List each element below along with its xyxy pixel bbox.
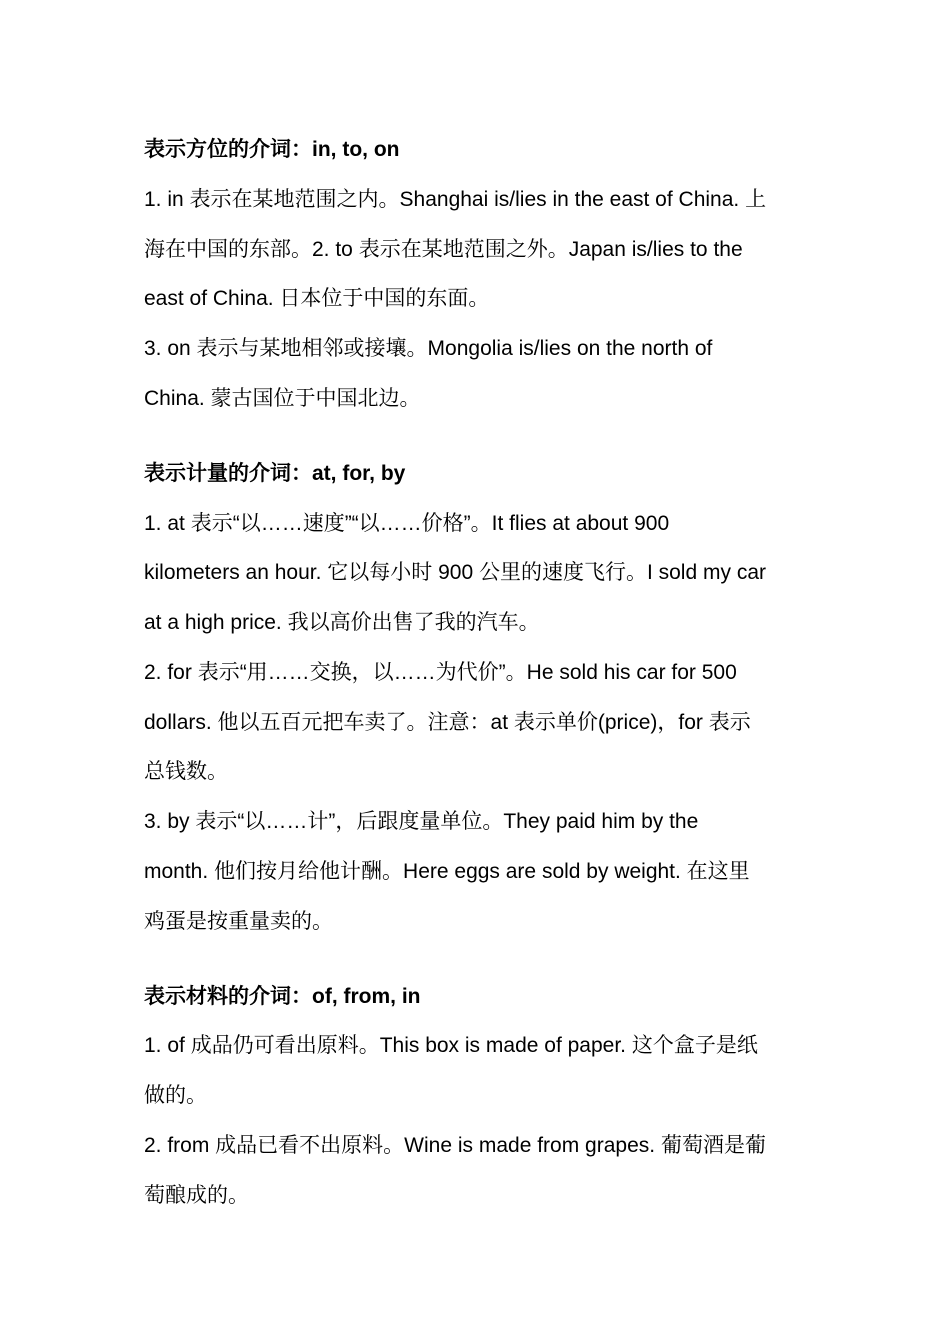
paragraph-line: 1. of 成品仍可看出原料。This box is made of paper. 这个盒子是纸 <box>144 1034 758 1057</box>
paragraph-line: kilometers an hour. 它以每小时 900 公里的速度飞行。I sold my car <box>144 561 766 584</box>
section-heading-location: 表示方位的介词：in, to, on <box>144 138 400 161</box>
section-heading-measure: 表示计量的介词：at, for, by <box>144 462 406 485</box>
paragraph-line: 海在中国的东部。2. to 表示在某地范围之外。Japan is/lies to the <box>144 238 743 261</box>
paragraph-line: 1. at 表示“以……速度”“以……价格”。It flies at about 900 <box>144 512 670 535</box>
paragraph-line: 3. on 表示与某地相邻或接壤。Mongolia is/lies on the north of <box>144 337 713 360</box>
paragraph-line: east of China. 日本位于中国的东面。 <box>144 287 490 310</box>
paragraph-line: 1. in 表示在某地范围之内。Shanghai is/lies in the east of China. 上 <box>144 188 767 211</box>
paragraph-line: 2. for 表示“用……交换，以……为代价”。He sold his car for 500 <box>144 661 737 684</box>
paragraph-line: China. 蒙古国位于中国北边。 <box>144 387 421 410</box>
paragraph-line: 3. by 表示“以……计”，后跟度量单位。They paid him by the <box>144 810 699 833</box>
section-heading-material: 表示材料的介词：of, from, in <box>144 985 421 1008</box>
paragraph-line: 总钱数。 <box>144 760 228 783</box>
paragraph-line: at a high price. 我以高价出售了我的汽车。 <box>144 611 540 634</box>
paragraph-line: dollars. 他以五百元把车卖了。注意：at 表示单价(price)，for 表示 <box>144 711 751 734</box>
paragraph-line: 萄酿成的。 <box>144 1184 249 1207</box>
paragraph-line: 鸡蛋是按重量卖的。 <box>144 910 333 933</box>
paragraph-line: 做的。 <box>144 1084 207 1107</box>
paragraph-line: 2. from 成品已看不出原料。Wine is made from grapes. 葡萄酒是葡 <box>144 1134 766 1157</box>
paragraph-line: month. 他们按月给他计酬。Here eggs are sold by weight. 在这里 <box>144 860 750 883</box>
